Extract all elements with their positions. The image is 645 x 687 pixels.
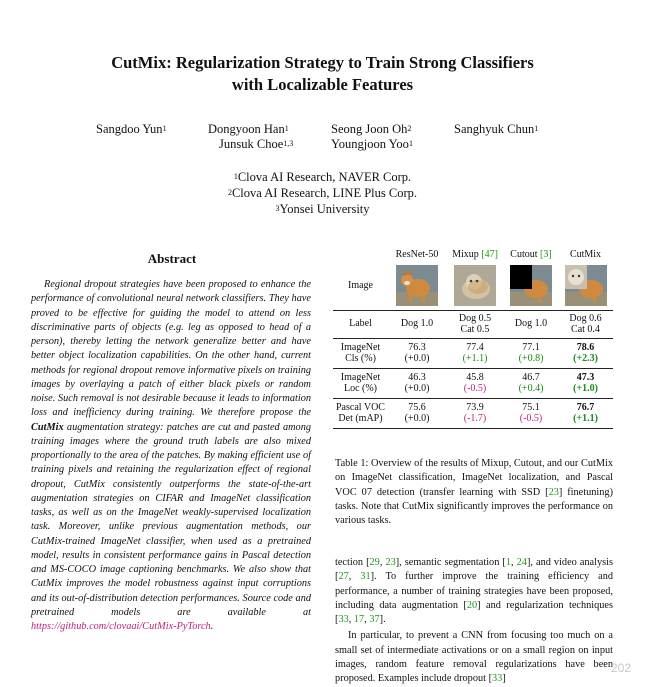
- metric-cell: 46.7 (+0.4): [518, 371, 544, 394]
- metric-cell: 75.6 (+0.0): [404, 401, 430, 424]
- metric-cell: 47.3 (+1.0): [573, 371, 598, 394]
- cutout-image: [510, 265, 552, 306]
- col-header: Cutout [3]: [510, 249, 552, 261]
- metric-cell: 76.3 (+0.0): [404, 341, 430, 364]
- author: Junsuk Choe$^{1,3}$: [219, 137, 294, 151]
- metric-cell: 76.7 (+1.1): [573, 401, 598, 424]
- dog-image: [396, 265, 438, 306]
- mixup-image: [454, 265, 496, 306]
- author: Seong Joon Oh$^2$: [331, 122, 412, 136]
- metric-cell: 77.1 (+0.8): [518, 341, 544, 364]
- code-link[interactable]: https://github.com/clovaai/CutMix-PyTorch: [31, 621, 211, 632]
- affiliation: $^2$Clova AI Research, LINE Plus Corp.: [227, 186, 418, 200]
- metric-cell: 75.1 (-0.5): [519, 401, 543, 424]
- results-table: [333, 248, 613, 429]
- author: Sanghyuk Chun$^1$: [454, 122, 539, 136]
- col-header: Mixup [47]: [452, 249, 498, 261]
- affiliation: $^3$Yonsei University: [275, 202, 370, 216]
- col-header: ResNet-50: [395, 249, 439, 261]
- abstract-heading: Abstract: [147, 251, 197, 266]
- row-label: ImageNet Loc (%): [340, 371, 381, 394]
- cutmix-image: [565, 265, 607, 306]
- label-cell: Dog 1.0: [400, 318, 434, 330]
- table-caption: Table 1: Overview of the results of Mixup, Cutout, and our CutMix on ImageNet classification, ImageNet localization, and Pascal VOC 07 detection (transfer learning with SSD [23] finetuning) tasks. Note that CutMix significantly improves the performance on various tasks.: [335, 458, 613, 527]
- author: Youngjoon Yoo$^1$: [331, 137, 413, 151]
- metric-cell: 77.4 (+1.1): [462, 341, 488, 364]
- row-label: ImageNet Cls (%): [340, 341, 381, 364]
- row-label: Pascal VOC Det (mAP): [336, 401, 385, 424]
- metric-cell: 46.3 (+0.0): [404, 371, 430, 394]
- metric-cell: 78.6 (+2.3): [573, 341, 598, 364]
- label-cell: Dog 0.5 Cat 0.5: [458, 312, 492, 335]
- body-text: tection [29, 23], semantic segmentation [1, 24], and video analysis [27, 31]. To further improve the training efficiency and performance, a number of training strategies have been proposed, including data augmentation [20] and regularization techniques [33, 17, 37]. In particular, to prevent a CNN from focusing too much on a small set of intermediate activations or on a small region on input images, random feature removal regularizations have been proposed. Examples include dropout [33]: [335, 557, 614, 685]
- label-cell: Dog 1.0: [514, 318, 548, 330]
- abstract-text: Regional dropout strategies have been proposed to enhance the performance of convolutional neural network classifiers. They have proved to be effective for guiding the model to attend on less discriminative parts of objects (e.g. leg as opposed to head of a person), thereby letting the network generalize better and have better object localization capabilities. On the other hand, current methods for regional dropout remove informative pixels on training images by overlaying a patch of either black pixels or random noise. Such removal is not desirable because it leads to information loss and inefficiency during training. We therefore propose the CutMix augmentation strategy: patches are cut and pasted among training images where the ground truth labels are also mixed proportionally to the area of the patches. By making efficient use of training pixels and retaining the regularization effect of regional dropout, CutMix consistently outperforms the state-of-the-art augmentation strategies on CIFAR and ImageNet classification tasks, as well as on the ImageNet weakly-supervised localization task. Moreover, unlike previous augmentation methods, our CutMix-trained ImageNet classifier, when used as a pretrained model, results in consistent performance gains in Pascal detection and MS-COCO image captioning benchmarks. We also show that CutMix improves the model robustness against input corruptions and its out-of-distribution detection performances. Source code and pretrained models are available at https://github.com/clovaai/CutMix-PyTorch.: [31, 279, 311, 632]
- metric-cell: 45.8 (-0.5): [463, 371, 487, 394]
- author: Dongyoon Han$^1$: [208, 122, 289, 136]
- row-label: Label: [349, 318, 372, 330]
- col-header: CutMix: [569, 249, 602, 261]
- paper-title: CutMix: Regularization Strategy to Train Strong Classifiers with Localizable Features: [111, 53, 534, 94]
- label-cell: Dog 0.6 Cat 0.4: [569, 312, 602, 335]
- watermark: 202: [610, 661, 631, 675]
- affiliation: $^1$Clova AI Research, NAVER Corp.: [233, 170, 412, 184]
- metric-cell: 73.9 (-1.7): [463, 401, 487, 424]
- row-label: Image: [348, 280, 373, 291]
- author: Sangdoo Yun$^1$: [96, 122, 167, 136]
